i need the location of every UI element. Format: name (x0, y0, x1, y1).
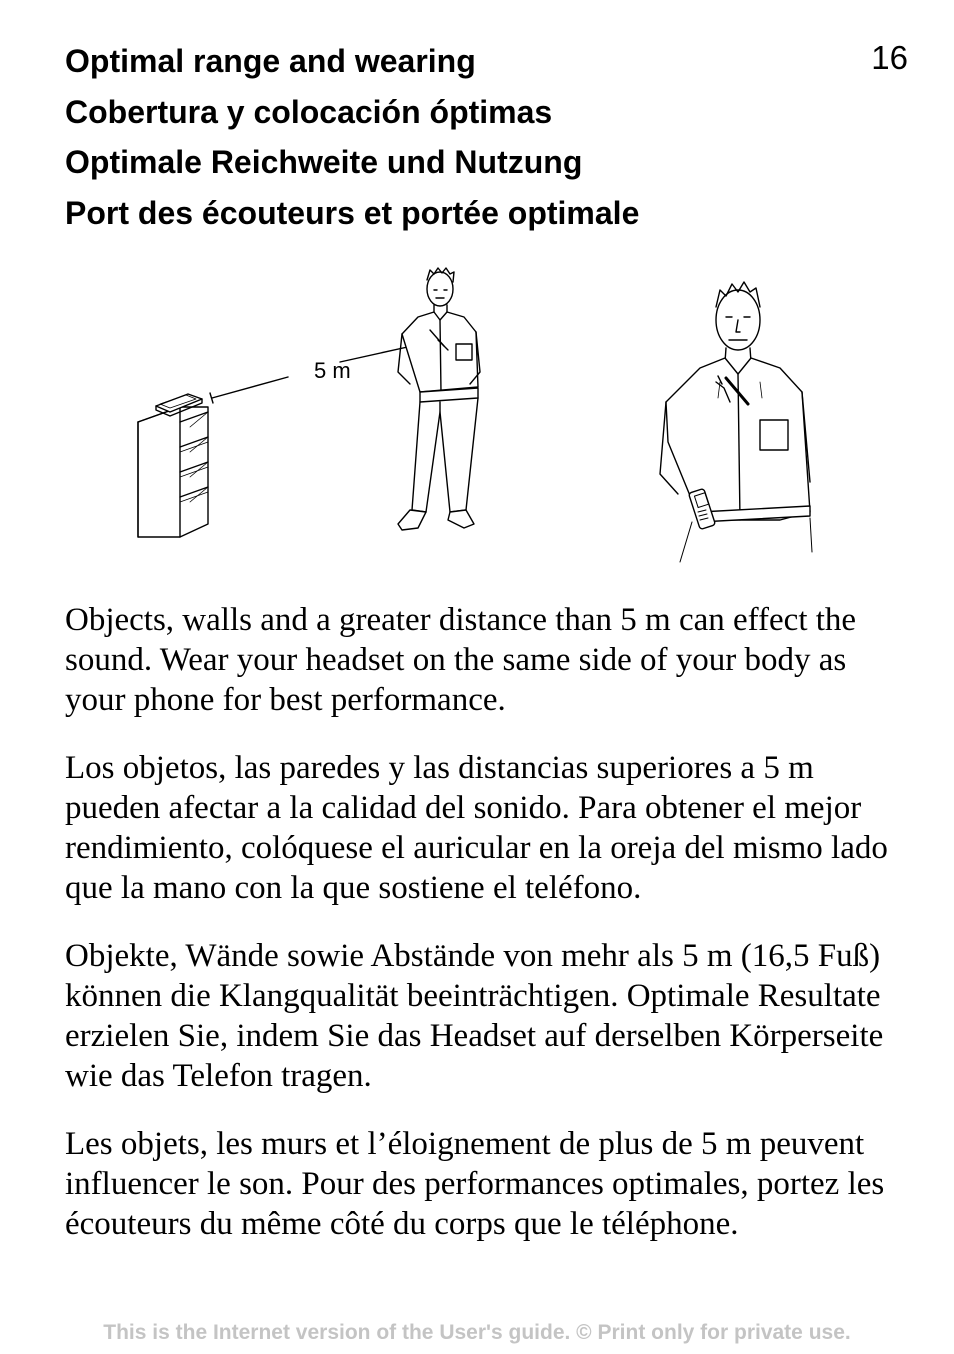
paragraph-french: Les objets, les murs et l’éloignement de plus de 5 m peuvent influencer le son. Pour des performances optimales, portez les écouteurs du même côté du corps que le téléphone. (65, 1126, 885, 1242)
heading-german: Optimale Reichweite und Nutzung (65, 144, 583, 180)
standing-person-icon (398, 268, 480, 530)
paragraph-spanish: Los objetos, las paredes y las distancias superiores a 5 m pueden afectar a la calidad del sonido. Para obtener el mejor rendimiento, colóquese el auricular en la oreja del mismo lado que la mano con la que sostiene el teléfono. (65, 750, 888, 906)
page-number: 16 (871, 39, 908, 76)
body-text (65, 600, 895, 1272)
paragraph-german: Objekte, Wände sowie Abstände von mehr als 5 m (16,5 Fuß) können die Klangqualität beeinträchtigen. Optimale Resultate erzielen Sie, indem Sie das Headset auf derselben Körperseite wie das Telefon tragen. (65, 938, 884, 1094)
heading-spanish: Cobertura y colocación óptimas (65, 93, 553, 130)
illustration-svg (120, 262, 840, 572)
range-illustration (120, 262, 840, 572)
heading-french: Port des écouteurs et portée optimale (65, 194, 640, 231)
paragraph-english: Objects, walls and a greater distance than 5 m can effect the sound. Wear your headset on the same side of your body as your phone for best performance. (65, 602, 857, 718)
section-headings (65, 36, 865, 238)
distance-label: 5 m (314, 358, 351, 383)
bookshelf-icon (138, 394, 208, 537)
footer-notice: This is the Internet version of the User's guide. © Print only for private use. (103, 1321, 851, 1344)
person-with-headset-icon (660, 282, 812, 562)
heading-english: Optimal range and wearing (65, 43, 476, 79)
distance-line (210, 346, 412, 403)
